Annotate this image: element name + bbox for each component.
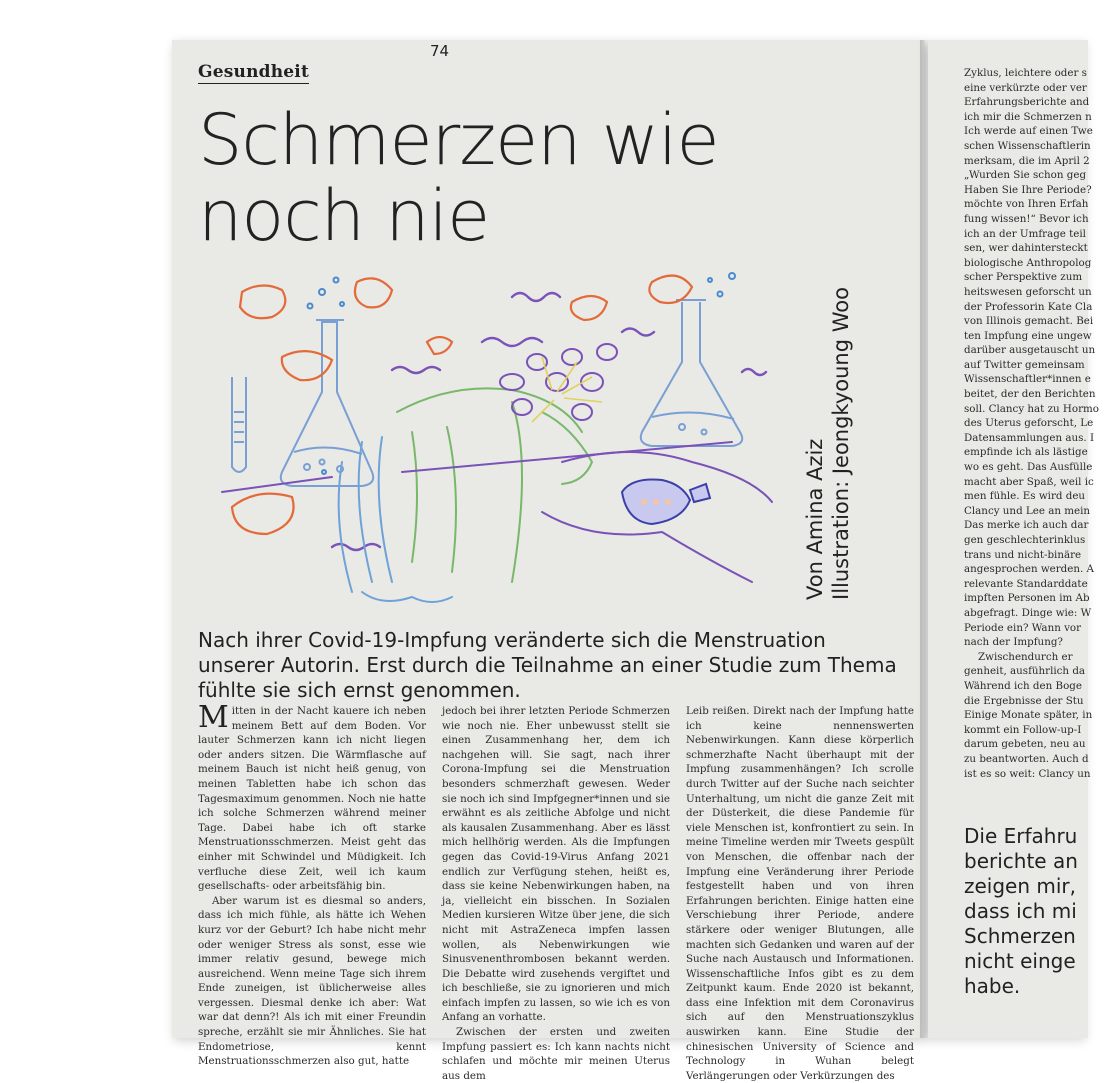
body-column-3 — [686, 704, 914, 1082]
right-page-line: darüber ausgetauscht un — [964, 344, 1096, 357]
dropcap: M — [198, 700, 229, 735]
right-page-line: „Wurden Sie schon geg — [964, 169, 1087, 182]
right-page-line: soll. Clancy hat zu Hormo — [964, 402, 1099, 415]
right-page-line: des Uterus geforscht, Le — [964, 417, 1094, 430]
right-page-line: schen Wissenschaftlerin — [964, 139, 1091, 152]
right-page-line: nach der Impfung? — [964, 636, 1063, 649]
headline: Schmerzen wie noch nie — [198, 99, 719, 257]
figure-drawing — [222, 388, 772, 602]
right-page-line: angesprochen werden. A — [964, 563, 1094, 576]
pull-quote — [964, 824, 1104, 999]
right-page-line: möchte von Ihren Erfah — [964, 198, 1089, 211]
right-page-line: darum gebeten, neu au — [964, 738, 1086, 751]
right-page-line: sen, wer dahintersteckt — [964, 242, 1088, 255]
body-column-1 — [198, 700, 426, 1068]
right-page-line: ist es so weit: Clancy un — [964, 767, 1091, 780]
right-page-line: ich an der Umfrage teil — [964, 227, 1086, 240]
right-page-line: impften Personen im Ab — [964, 592, 1090, 605]
pull-quote-line: nicht einge — [964, 949, 1076, 973]
test-tube-drawing — [232, 377, 246, 472]
right-page-line: heitswesen geforscht un — [964, 285, 1092, 298]
right-page-line: beitet, der den Berichten — [964, 388, 1096, 401]
right-page-line: von Illinois gemacht. Bei — [964, 315, 1094, 328]
right-page-line: men fühle. Es wird deu — [964, 490, 1086, 503]
right-page-line: Erfahrungsberichte and — [964, 96, 1090, 109]
right-page-line: ten Impfung eine ungew — [964, 329, 1092, 342]
right-page-line: genheit, ausführlich da — [964, 665, 1086, 678]
pull-quote-line: dass ich mi — [964, 899, 1077, 923]
right-page-line: Während ich den Boge — [964, 679, 1082, 692]
right-page-line: Zwischendurch er — [978, 650, 1073, 663]
right-page-line: macht aber Spaß, weil ic — [964, 475, 1094, 488]
col2-paragraph-2: Zwischen der ersten und zweiten Impfung passiert es: Ich kann nachts nicht schlafen und möchte mir meinen Uterus aus dem — [442, 1026, 670, 1082]
col2-paragraph-1: jedoch bei ihrer letzten Periode Schmerzen wie noch nie. Eher unbewusst stellt sie einen Zusammenhang her, dem ich nachgehen will. Sie sagt, nach ihrer Corona-Impfung sei die Menstruation besonders schmerzhaft gewesen. Weder sie noch ich sind Impfgegner*innen und sie erwähnt es als zeitliche Abfolge und nicht als kausalen Zusammenhang. Aber es lässt mich hellhörig werden. Als die Impfungen gegen das Covid-19-Virus Anfang 2021 endlich zur Verfügung stehen, heißt es, dass sie keine Nebenwirkungen haben, na ja, vielleicht ein bisschen. In Sozialen Medien kursieren Witze über jene, die sich nicht mit AstraZeneca impfen lassen wollen, als Nebenwirkungen wie Sinusvenenthrombosen bekannt werden. Die Debatte wird zusehends vergiftet und ich beschließe, sie zu ignorieren und mich einfach impfen zu lassen, so wie ich es von Anfang an vorhatte. — [442, 705, 670, 1024]
pull-quote-line: Schmerzen — [964, 924, 1076, 948]
pull-quote-line: berichte an — [964, 849, 1078, 873]
lead-paragraph: Nach ihrer Covid-19-Impfung veränderte sich die Menstruation unserer Autorin. Erst durch die Teilnahme an einer Studie zum Thema fühlte sie sich ernst genommen. — [198, 628, 897, 702]
col1-paragraph-1: itten in der Nacht kauere ich neben meinem Bett auf dem Boden. Vor lauter Schmerzen kann ich nicht liegen oder anders sitzen. Die Wärmflasche auf meinem Bauch ist nicht heiß genug, von meinen Tabletten habe ich schon das Tagesmaximum genommen. Noch nie hatte ich solche Schmerzen während meiner Tage. Dabei habe ich oft starke Menstruationsschmerzen. Meist geht das einher mit Schwindel und Müdigkeit. Ich verfluche diese Zeit, weil ich kaum gesellschafts- oder arbeitsfähig bin. — [198, 705, 426, 893]
right-page-line: Einige Monate später, in — [964, 709, 1093, 722]
right-page-line: ich mir die Schmerzen n — [964, 110, 1092, 123]
right-page-line: abgefragt. Dinge wie: W — [964, 606, 1092, 619]
credits-block — [802, 270, 862, 600]
right-page-line: kommt ein Follow-up-I — [964, 723, 1082, 736]
pull-quote-line: zeigen mir, — [964, 874, 1077, 898]
illustration-credit: Illustration: Jeongkyoung Woo — [829, 287, 853, 600]
right-page-line: der Professorin Kate Cla — [964, 300, 1093, 313]
right-page-line: Haben Sie Ihre Periode? — [964, 183, 1092, 196]
right-page-line: Ich werde auf einen Twe — [964, 125, 1093, 138]
right-page-line: eine verkürzte oder ver — [964, 81, 1087, 94]
right-page-line: Clancy und Lee an mein — [964, 504, 1091, 517]
section-label: Gesundheit — [198, 62, 309, 82]
right-page-line: scher Perspektive zum — [964, 271, 1083, 284]
pull-quote-line: habe. — [964, 974, 1021, 998]
flask-right-drawing — [641, 300, 742, 446]
author-credit: Von Amina Aziz — [803, 438, 827, 600]
right-page-line: relevante Standarddate — [964, 577, 1088, 590]
right-page-line: Wissenschaftler*innen e — [964, 373, 1091, 386]
right-page — [928, 40, 1099, 1038]
hot-water-bottle-drawing — [622, 480, 710, 525]
pull-quote-line: Die Erfahru — [964, 824, 1078, 848]
right-page-line: Datensammlungen aus. I — [964, 431, 1095, 444]
col1-paragraph-2: Aber warum ist es diesmal so anders, dass ich mich fühle, als hätte ich Wehen kurz vor der Geburt? Ich habe nicht mehr oder weniger Stress als sonst, esse wie immer relativ gesund, bewege mich ausreichend. Wenn meine Tage sich ihrem Ende zuneigen, ist üblicherweise alles vergessen. Diesmal denke ich aber: Wat war dat denn?! Als ich mit einer Freundin spreche, erzählt sie mir Ähnliches. Sie hat Endometriose, kennt Menstruationsschmerzen also gut, hatte — [198, 894, 426, 1068]
right-page-line: zu beantworten. Auch d — [964, 752, 1089, 765]
col3-paragraph-1: Leib reißen. Direkt nach der Impfung hatte ich keine nennenswerten Nebenwirkungen. Kann diese körperlich schmerzhafte Nacht überhaupt mit der Impfung zusammenhängen? Ich scrolle durch Twitter auf der Suche nach seichter Unterhaltung, um nicht die ganze Zeit mit der Düsterkeit, die diese Pandemie für viele Menschen ist, konfrontiert zu sein. In meine Timeline werden mir Tweets gespült von Menschen, die offenbar nach der Impfung eine Veränderung ihrer Periode festgestellt haben und von ihren Erfahrungen berichten. Einige hatten eine Verschiebung ihrer Periode, andere stärkere oder weniger Blutungen, alle machten sich Gedanken und waren auf der Suche nach Austausch und Informationen. Wissenschaftliche Infos gibt es zu dem Zeitpunkt kaum. Ende 2020 ist bekannt, dass eine Infektion mit dem Coronavirus sich auf den Menstruationszyklus auswirken kann. Eine Studie der chinesischen University of Science and Technology in Wuhan belegt Verlängerungen oder Verkürzungen des — [686, 705, 914, 1082]
right-page-line: biologische Anthropolog — [964, 256, 1092, 269]
body-column-2 — [442, 704, 670, 1082]
left-page — [172, 40, 924, 1082]
right-page-line: wo es geht. Das Ausfülle — [964, 461, 1093, 474]
right-page-line: gen geschlechterinklus — [964, 534, 1086, 546]
right-page-line: Zyklus, leichtere oder s — [964, 67, 1087, 79]
illustration — [212, 262, 792, 622]
right-page-line: die Ergebnisse der Stu — [964, 694, 1084, 707]
right-page-line: Das merke ich auch dar — [964, 519, 1089, 532]
right-page-line: Periode ein? Wann vor — [964, 621, 1082, 634]
right-page-line: empfinde ich als lästige — [964, 446, 1088, 459]
right-page-text — [964, 66, 1104, 781]
right-page-line: fung wissen!“ Bevor ich — [964, 212, 1089, 225]
right-page-line: merksam, die im April 2 — [964, 154, 1090, 167]
right-page-line: auf Twitter gemeinsam — [964, 358, 1085, 371]
page-number: 74 — [430, 42, 450, 60]
body-columns — [198, 700, 914, 1082]
right-page-line: trans und nicht-binäre — [964, 548, 1082, 561]
